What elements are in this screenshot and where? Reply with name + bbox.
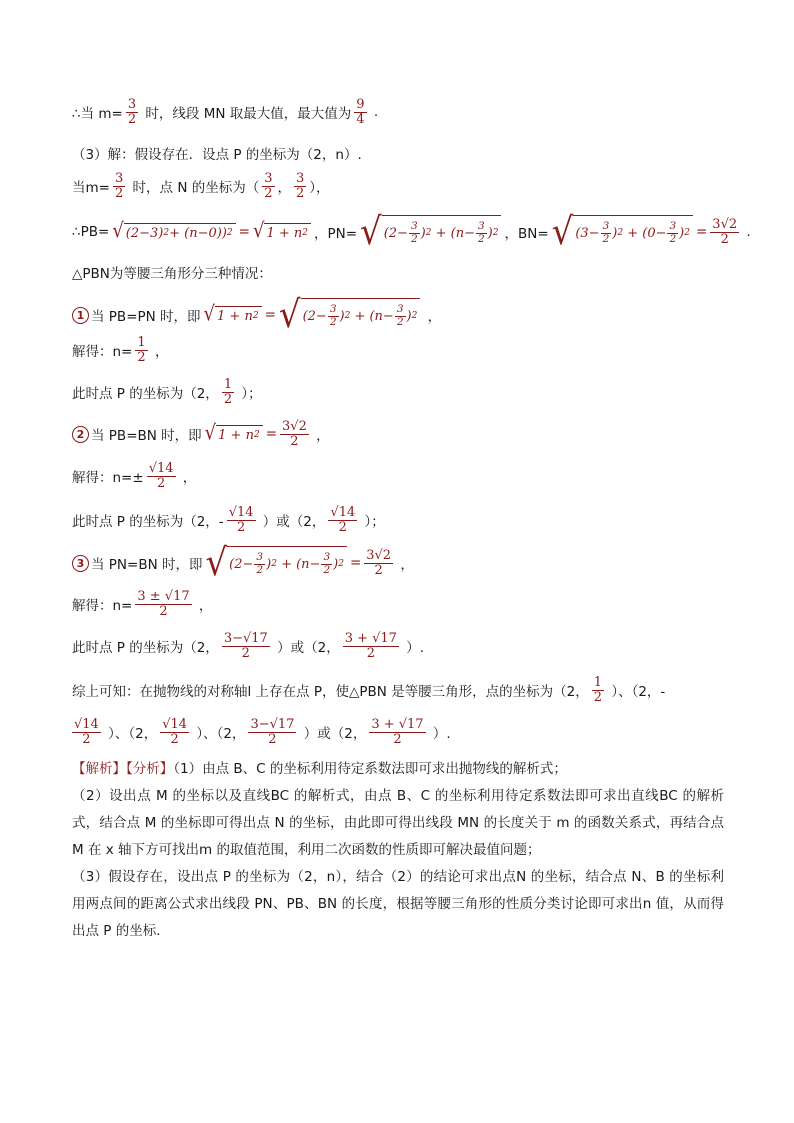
circled-number-2: 2 bbox=[72, 426, 89, 443]
analysis-part2: （2）设出点 M 的坐标以及直线BC 的解析式，由点 B、C 的坐标利用待定系数法即可求出直线BC 的解析式，结合点 M 的坐标即可得出点 N 的坐标，由此即可得出线段 MN 的长度关于 m 的函数关系式，再结合点 M 在 x 轴下方可找出m 的取值范围，利用二次函数的性质即可解决最值问题； bbox=[72, 788, 724, 858]
text: ）， bbox=[309, 180, 330, 197]
text: ）或（2， bbox=[299, 726, 367, 743]
part3-intro bbox=[72, 143, 362, 163]
text: 当 PN=BN 时，即 bbox=[91, 557, 203, 573]
text: ）或（2， bbox=[272, 640, 340, 657]
text: ， bbox=[194, 598, 213, 615]
fraction: $\frac{3√2}{2}$ bbox=[712, 216, 738, 247]
text: 此时点 P 的坐标为（2， bbox=[72, 640, 219, 657]
analysis-part1 bbox=[72, 756, 724, 783]
fraction: $\frac{3 + √17}{2}$ bbox=[371, 717, 424, 747]
sqrt-pb: √ (2−3) 2 + (n−0) ) 2 bbox=[112, 223, 235, 241]
summary-line-2 bbox=[72, 718, 451, 746]
text: ， bbox=[423, 309, 442, 325]
text: ）； bbox=[360, 514, 385, 531]
fraction: $\frac{3-√17}{2}$ bbox=[250, 717, 295, 747]
point-n-line bbox=[72, 172, 330, 200]
equals: = bbox=[265, 426, 278, 443]
text: 当 PB=BN 时，即 bbox=[91, 428, 202, 445]
equals: = bbox=[349, 555, 362, 571]
text: ）. bbox=[401, 640, 425, 657]
fraction: $\frac{√14}{2}$ bbox=[228, 505, 254, 535]
fraction: $\frac{3 + √17}{2}$ bbox=[344, 631, 397, 661]
solution-1 bbox=[72, 336, 168, 364]
text: 时，点 N 的坐标为（ bbox=[128, 180, 260, 197]
sqrt-one-plus-n2: √ 1 + n 2 bbox=[205, 425, 263, 443]
sqrt-bn: √ (3− $\frac{3}{2}$ ) 2 + (0− $\frac{3}{2}$ ) 2 bbox=[552, 215, 693, 249]
fraction: $\frac{3√2}{2}$ bbox=[282, 419, 307, 449]
text: ）、（2， bbox=[192, 726, 246, 743]
distance-formulas-line bbox=[72, 210, 751, 254]
summary-line bbox=[72, 676, 665, 704]
text: . bbox=[369, 104, 379, 121]
point-p-result-1 bbox=[72, 378, 262, 406]
text: ， bbox=[396, 557, 414, 573]
fraction: $\frac{√14}{2}$ bbox=[330, 505, 356, 535]
text: △PBN为等腰三角形分三种情况： bbox=[72, 266, 272, 282]
text: ，PN= bbox=[313, 226, 358, 242]
fraction: $\frac{√14}{2}$ bbox=[148, 461, 174, 491]
analysis-section bbox=[72, 756, 724, 945]
text: 当 PB=PN 时，即 bbox=[91, 309, 201, 325]
sqrt-one-plus-n2: √ 1 + n 2 bbox=[253, 223, 311, 241]
equals: = bbox=[264, 307, 276, 323]
text: ）、（2，- bbox=[607, 684, 666, 701]
fraction: $\frac{3√2}{2}$ bbox=[366, 547, 392, 578]
text: ）. bbox=[428, 726, 451, 743]
text: . bbox=[742, 224, 751, 240]
circled-number-3: 3 bbox=[72, 555, 89, 572]
text: （1）由点 B、C 的坐标利用待定系数法即可求出抛物线的解析式； bbox=[173, 761, 567, 777]
sqrt-pn: √ (2− $\frac{3}{2}$ ) 2 + (n− $\frac{3}{2}$ ) 2 bbox=[206, 546, 347, 580]
text: 此时点 P 的坐标为（2，- bbox=[72, 514, 224, 531]
case-1-line bbox=[72, 293, 442, 337]
text: 此时点 P 的坐标为（2， bbox=[72, 386, 219, 403]
text: ，BN= bbox=[504, 226, 549, 242]
fraction: $\frac{1}{2}$ bbox=[223, 377, 233, 407]
case-2-line bbox=[72, 420, 330, 448]
analysis-part3: （3）假设存在，设出点 P 的坐标为（2，n），结合（2）的结论可求出点N 的坐标，结合点 N、B 的坐标利用两点间的距离公式求出线段 PN、PB、BN 的长度，根据等腰三角形的性质分类讨论即可求出n 值，从而得出点 P 的坐标． bbox=[72, 869, 724, 939]
text: ， bbox=[311, 428, 330, 445]
circled-number-1: 1 bbox=[72, 307, 89, 324]
case-3-line bbox=[72, 541, 414, 585]
sqrt-pn: √ (2− $\frac{3}{2}$ ) 2 + (n− $\frac{3}{2}$ ) 2 bbox=[279, 298, 420, 332]
fraction: $\frac{√14}{2}$ bbox=[74, 717, 99, 747]
text: ， bbox=[150, 344, 169, 361]
fraction-nine-quarters: $\frac{9}{4}$ bbox=[356, 97, 365, 127]
text: 解得：n=± bbox=[72, 470, 144, 487]
equals: = bbox=[695, 224, 708, 240]
text: ）； bbox=[237, 386, 262, 403]
text: 解得：n= bbox=[72, 344, 133, 361]
text: （3）解：假设存在．设点 P 的坐标为（2，n）. bbox=[72, 147, 362, 163]
point-p-result-3 bbox=[72, 632, 424, 660]
text: 当m= bbox=[72, 180, 110, 197]
text: ， bbox=[178, 470, 197, 487]
sqrt-pn: √ (2− $\frac{3}{2}$ ) 2 + (n− $\frac{3}{2}$ ) 2 bbox=[360, 215, 501, 249]
equals: = bbox=[238, 224, 250, 240]
text: ）、（2， bbox=[103, 726, 158, 743]
analysis-tag: 【解析】【分析】 bbox=[72, 761, 174, 777]
fraction-three-halves: $\frac{3}{2}$ bbox=[127, 97, 137, 127]
max-value-line bbox=[72, 98, 378, 126]
cases-intro bbox=[72, 262, 272, 282]
fraction: $\frac{√14}{2}$ bbox=[162, 717, 188, 747]
sqrt-one-plus-n2: √ 1 + n 2 bbox=[204, 306, 262, 324]
fraction: $\frac{1}{2}$ bbox=[137, 335, 146, 365]
fraction: $\frac{3}{2}$ bbox=[114, 171, 124, 201]
fraction: $\frac{3}{2}$ bbox=[264, 171, 273, 201]
fraction: $\frac{3-√17}{2}$ bbox=[223, 631, 268, 661]
text: ）或（2， bbox=[258, 514, 326, 531]
text: ∴PB= bbox=[72, 224, 110, 240]
text: ∴当 m= bbox=[72, 106, 123, 123]
solution-2 bbox=[72, 462, 196, 490]
text: ， bbox=[277, 180, 292, 197]
text: 时，线段 MN 取最大值，最大值为 bbox=[141, 106, 352, 123]
fraction: $\frac{3}{2}$ bbox=[296, 171, 305, 201]
point-p-result-2 bbox=[72, 506, 385, 534]
text: 解得：n= bbox=[72, 598, 133, 615]
fraction: $\frac{3 \pm √17}{2}$ bbox=[137, 589, 190, 619]
solution-3 bbox=[72, 590, 212, 618]
fraction: $\frac{1}{2}$ bbox=[593, 675, 603, 705]
text: 综上可知：在抛物线的对称轴l 上存在点 P，使△PBN 是等腰三角形，点的坐标为（2， bbox=[72, 684, 589, 701]
